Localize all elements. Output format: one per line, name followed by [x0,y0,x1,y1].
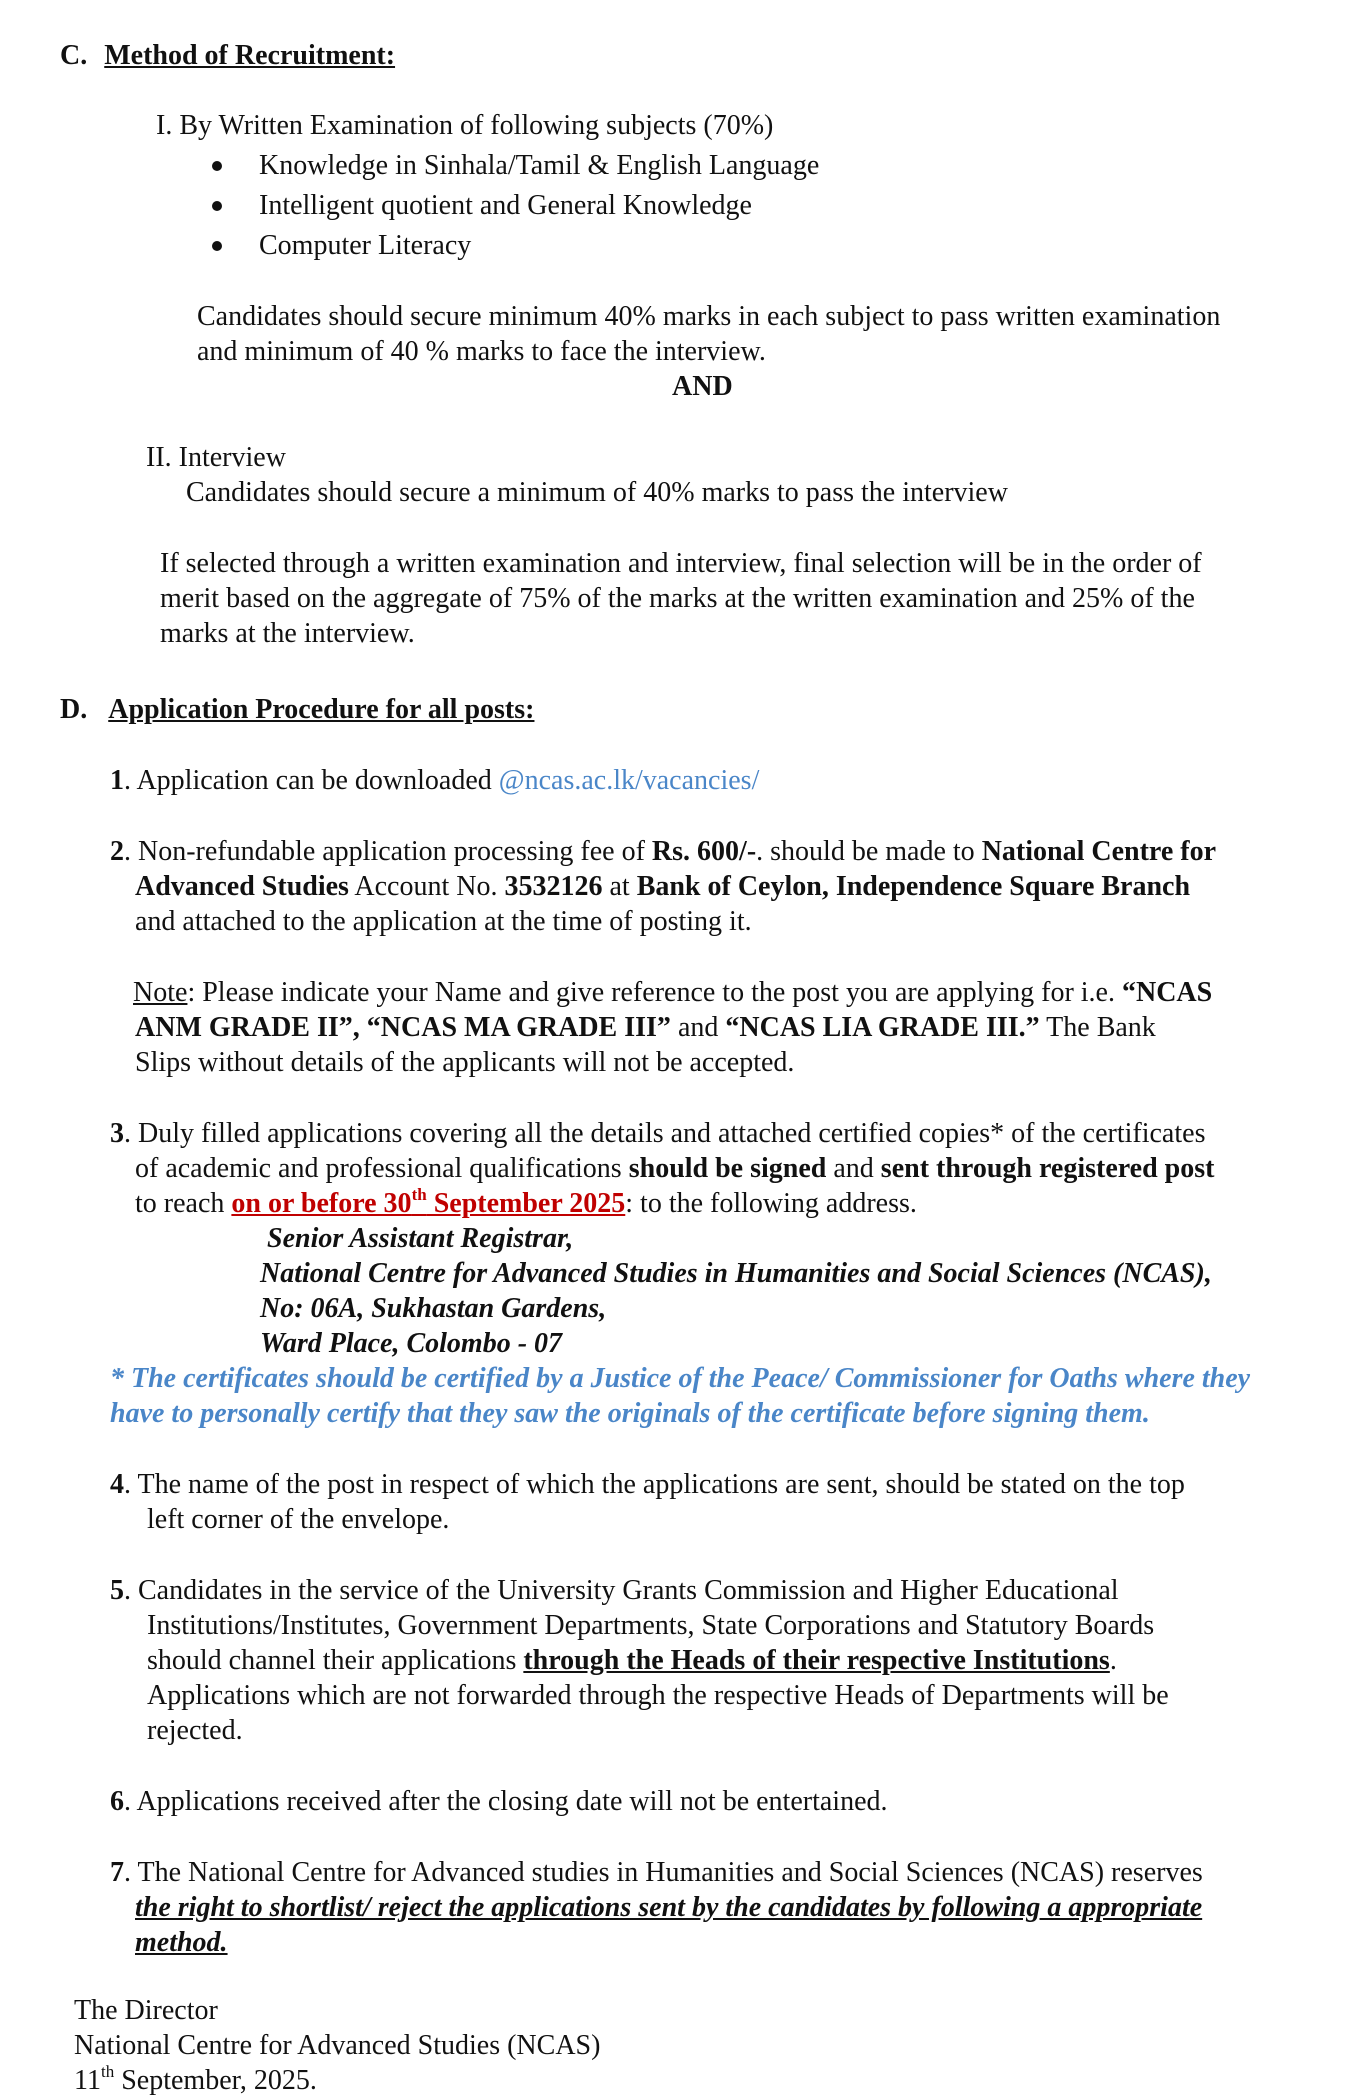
list-item-continuation: left corner of the envelope. [147,1504,450,1535]
list-item [110,1116,1205,1151]
minimum-marks-line: Candidates should secure minimum 40% marks in each subject to pass written examination [197,301,1221,332]
list-item-continuation [135,1151,1214,1186]
account-number: 3532126 [504,871,603,902]
item-text: . Candidates in the service of the University Grants Commission and Higher Educational [124,1575,1119,1606]
item-text: should be signed [628,1153,827,1184]
item-text: sent through registered post [880,1153,1215,1184]
signature-date [74,2063,317,2098]
item-text: . Application can be downloaded [124,765,499,796]
item-text: and [826,1153,881,1184]
selection-line: merit based on the aggregate of 75% of the marks at the written examination and 25% of the [160,583,1195,614]
item-text: Advanced Studies [135,871,349,902]
list-item [110,1784,888,1819]
item-number: 7 [110,1857,124,1888]
deadline-sup: th [411,1184,427,1204]
item-number: 4 [110,1469,124,1500]
list-item-continuation [135,1186,917,1221]
list-item-continuation: and attached to the application at the time of posting it. [135,906,752,937]
note-line: Slips without details of the applicants will not be accepted. [135,1047,795,1078]
note-text: The Bank [1039,1012,1156,1043]
item-text: Account No. [348,871,505,902]
section-d-heading [60,692,534,727]
item-number: 6 [110,1786,124,1817]
interview-minimum-line: Candidates should secure a minimum of 40% marks to pass the interview [186,477,1008,508]
deadline-text: on or before 30 [231,1188,412,1219]
item-text: through the Heads of their respective Institutions [523,1645,1110,1676]
item-text: to reach [135,1188,232,1219]
list-item-continuation: Applications which are not forwarded through the respective Heads of Departments will be [147,1680,1169,1711]
item-text: should channel their applications [147,1645,524,1676]
vacancies-link[interactable]: @ncas.ac.lk/vacancies/ [498,765,760,796]
bullet-icon [212,241,222,251]
item-number: 1 [110,765,124,796]
list-item-continuation: rejected. [147,1715,243,1746]
section-c-title: Method of Recruitment: [104,40,396,71]
note-text: ANM GRADE II”, “NCAS MA GRADE III” [135,1012,671,1043]
subject-item: Intelligent quotient and General Knowledge [259,190,752,221]
list-item-continuation [135,869,1190,904]
list-item-continuation: the right to shortlist/ reject the applications sent by the candidates by following a appropriate [135,1892,1203,1923]
list-item-continuation: method. [135,1927,228,1958]
item-text: . Non-refundable application processing fee of [124,836,652,867]
section-c-heading [60,38,395,73]
signature-title: The Director [74,1995,218,2026]
date-text: 11 [74,2065,101,2096]
deadline-date [231,1184,626,1219]
selection-line: marks at the interview. [160,618,415,649]
address-line: Ward Place, Colombo - 07 [260,1328,563,1359]
certification-note: * The certificates should be certified by a Justice of the Peace/ Commissioner for Oaths where they [110,1363,1251,1394]
note-text: “NCAS LIA GRADE III.” [725,1012,1040,1043]
item-text: . [1109,1645,1117,1676]
bullet-icon [212,201,222,211]
and-label: AND [672,371,733,402]
selection-line: If selected through a written examination and interview, final selection will be in the order of [160,548,1202,579]
address-line: National Centre for Advanced Studies in Humanities and Social Sciences (NCAS), [260,1258,1212,1289]
list-item [110,763,759,798]
interview-heading: II. Interview [146,442,286,473]
item-number: 3 [110,1118,124,1149]
section-c-letter: C. [60,40,88,71]
item-text: of academic and professional qualifications [135,1153,629,1184]
subject-item: Computer Literacy [259,230,472,261]
item-text: : to the following address. [625,1188,917,1219]
bank-branch: Bank of Ceylon, Independence Square Branch [636,871,1191,902]
item-text: National Centre for [981,836,1217,867]
note-label: Note [133,977,188,1008]
list-item [110,1467,1185,1502]
list-item [110,834,1216,869]
date-sup: th [100,2061,115,2081]
written-exam-heading: I. By Written Examination of following subjects (70%) [156,110,774,141]
minimum-marks-line: and minimum of 40 % marks to face the interview. [197,336,766,367]
deadline-text: September 2025 [426,1188,626,1219]
list-item-continuation [147,1643,1117,1678]
item-text: at [602,871,637,902]
note-text: and [670,1012,726,1043]
list-item [110,1855,1203,1890]
section-d-title: Application Procedure for all posts: [108,694,535,725]
certification-note: have to personally certify that they saw the originals of the certificate before signing them. [110,1398,1150,1429]
item-number: 2 [110,836,124,867]
fee-amount: Rs. 600/- [651,836,757,867]
subject-item: Knowledge in Sinhala/Tamil & English Language [259,150,820,181]
note-text: “NCAS [1121,977,1213,1008]
list-item [110,1573,1119,1608]
note-line [133,975,1212,1010]
item-text: . The name of the post in respect of which the applications are sent, should be stated on the top [124,1469,1185,1500]
item-text: . The National Centre for Advanced studies in Humanities and Social Sciences (NCAS) reserves [124,1857,1203,1888]
date-text: September, 2025. [114,2065,317,2096]
bullet-icon [212,161,222,171]
note-text: : Please indicate your Name and give reference to the post you are applying for i.e. [187,977,1122,1008]
item-text: . Applications received after the closing date will not be entertained. [124,1786,888,1817]
item-text: . Duly filled applications covering all the details and attached certified copies* of the certificates [124,1118,1206,1149]
list-item-continuation: Institutions/Institutes, Government Departments, State Corporations and Statutory Boards [147,1610,1155,1641]
item-text: . should be made to [756,836,982,867]
item-number: 5 [110,1575,124,1606]
note-line [135,1010,1156,1045]
address-line: Senior Assistant Registrar, [267,1223,574,1254]
signature-org: National Centre for Advanced Studies (NCAS) [74,2030,601,2061]
address-line: No: 06A, Sukhastan Gardens, [260,1293,607,1324]
section-d-letter: D. [60,694,88,725]
